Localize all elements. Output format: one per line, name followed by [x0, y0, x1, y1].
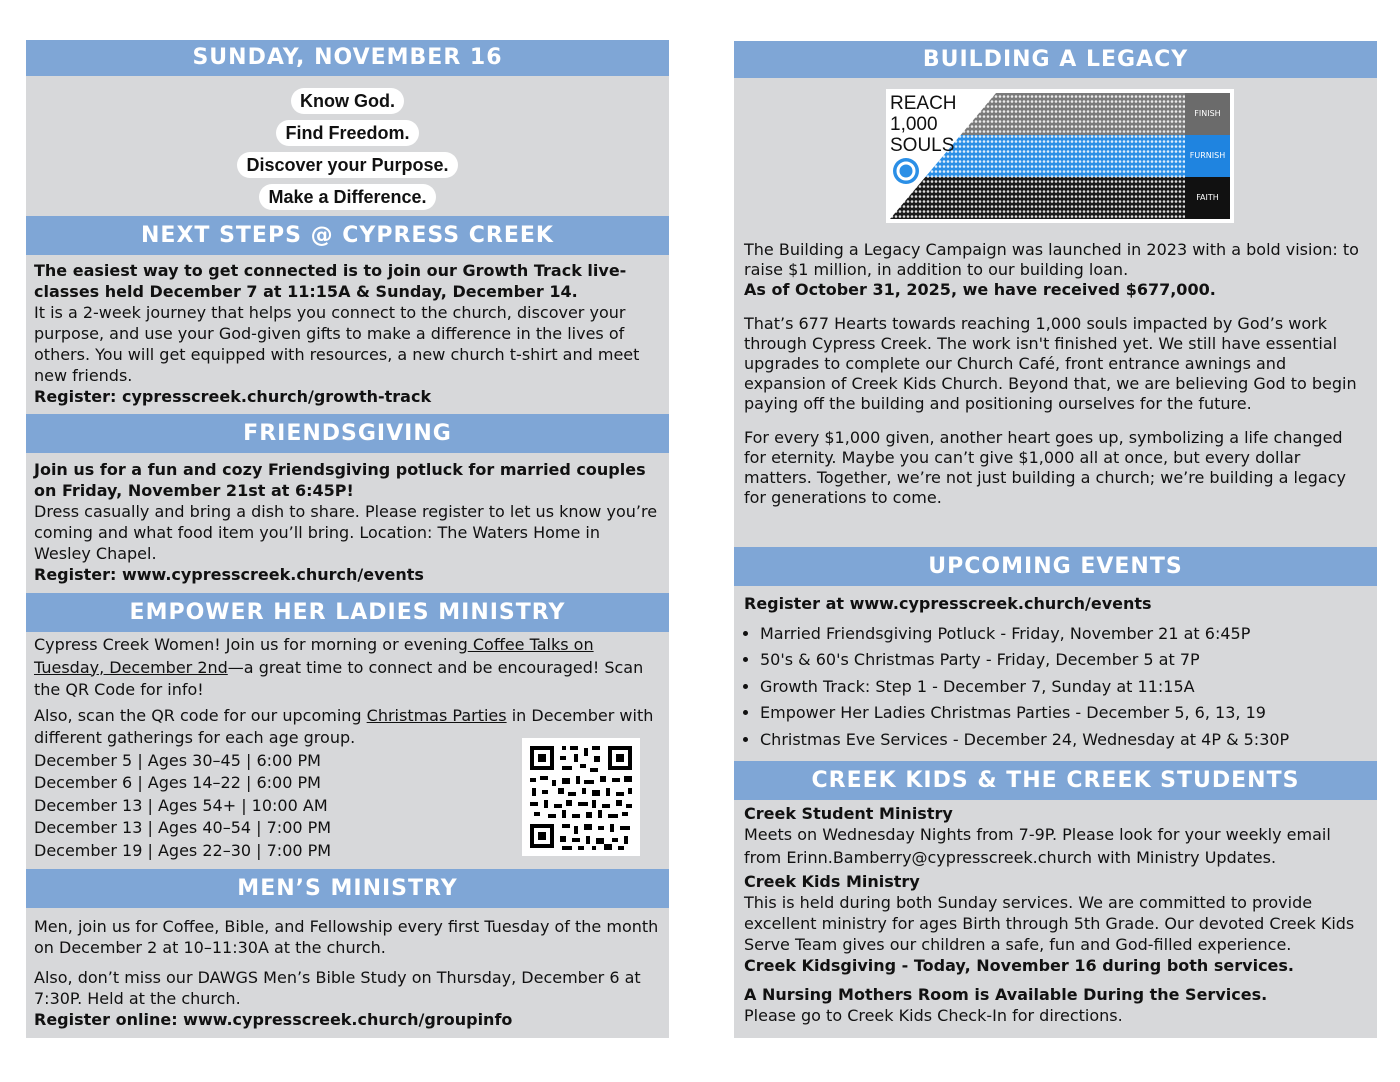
right-column — [734, 41, 1377, 1038]
legacy-hearts-text: That’s 677 Hearts towards reaching 1,000 souls impacted by God’s work through Cypress Creek. The work isn't finished yet. We still have essential upgrades to complete our Church Café, front entrance awnings and expansion of Creek Kids Church. Beyond that, we are believing God to begin paying off the building and positioning ourselves for the future. — [744, 314, 1357, 413]
friendsgiving-intro: Join us for a fun and cozy Friendsgiving potluck for married couples on Friday, November 21st at 6:45P! — [34, 460, 646, 500]
friendsgiving-header: FRIENDSGIVING — [26, 414, 669, 453]
next-steps-intro: The easiest way to get connected is to join our Growth Track live-classes held December 7 at 11:15A & Sunday, December 14. — [34, 261, 627, 301]
party-date: December 13 | Ages 40–54 | 7:00 PM — [34, 818, 332, 837]
events-register-link[interactable]: Register at www.cypresscreek.church/events — [744, 594, 1152, 613]
party-date: December 5 | Ages 30–45 | 6:00 PM — [34, 750, 321, 770]
left-column — [26, 40, 669, 1038]
nursing-room-title: A Nursing Mothers Room is Available During the Services. — [744, 985, 1268, 1004]
legacy-give-text: For every $1,000 given, another heart goes up, symbolizing a life changed for eternity. Maybe you can’t give $1,000 all at once, but every dollar matters. Together, we’re not just building a church; we’re building a legacy for generations to come. — [744, 428, 1346, 507]
qr-code-icon — [522, 738, 640, 856]
mens-coffee-text: Men, join us for Coffee, Bible, and Fellowship every first Tuesday of the month on December 2 at 10–11:30A at the church. — [34, 917, 659, 957]
event-item: • Christmas Eve Services - December 24, Wednesday at 4P & 5:30P — [760, 727, 1367, 753]
student-ministry-title: Creek Student Ministry — [744, 804, 953, 823]
friendsgiving-text: Dress casually and bring a dish to share. Please register to let us know you’re coming and what food item you’ll bring. Location: The Waters Home in Wesley Chapel. — [34, 502, 658, 563]
event-item: • 50's & 60's Christmas Party - Friday, December 5 at 7P — [760, 647, 1367, 673]
reach-title — [890, 93, 957, 156]
event-item: • Empower Her Ladies Christmas Parties - December 5, 6, 13, 19 — [760, 700, 1367, 726]
event-item: • Married Friendsgiving Potluck - Friday, November 21 at 6:45P — [760, 621, 1367, 647]
kidsgiving-text: Creek Kidsgiving - Today, November 16 during both services. — [744, 956, 1294, 975]
text: Cypress Creek Women! Join us for morning or evening — [34, 635, 468, 654]
legacy-header: BUILDING A LEGACY — [734, 41, 1377, 78]
legacy-intro: The Building a Legacy Campaign was launched in 2023 with a bold vision: to raise $1 million, in addition to our building loan. — [744, 240, 1359, 279]
legacy-amount: As of October 31, 2025, we have received $677,000. — [744, 280, 1216, 299]
text: Also, scan the QR code for our upcoming — [34, 705, 367, 725]
mission-pill: Discover your Purpose. — [237, 152, 457, 178]
growth-track-link[interactable]: Register: cypresscreek.church/growth-track — [34, 387, 432, 406]
mission-statements — [26, 88, 669, 216]
reach-line: 1,000 — [890, 114, 938, 135]
mission-pill: Find Freedom. — [276, 120, 418, 146]
finish-label: FINISH — [1194, 109, 1221, 118]
reach-line: SOULS — [890, 135, 955, 156]
mens-dawgs-text: Also, don’t miss our DAWGS Men’s Bible Study on Thursday, December 6 at 7:30P. Held at the church. — [34, 968, 641, 1008]
kids-ministry-title: Creek Kids Ministry — [744, 872, 920, 891]
mission-pill: Know God. — [291, 88, 404, 114]
empower-header: EMPOWER HER LADIES MINISTRY — [26, 593, 669, 632]
party-date: December 6 | Ages 14–22 | 6:00 PM — [34, 773, 321, 792]
faith-label: FAITH — [1196, 193, 1219, 202]
christmas-parties-link[interactable]: Christmas Parties — [366, 705, 507, 725]
event-item: • Growth Track: Step 1 - December 7, Sunday at 11:15A — [760, 674, 1367, 700]
events-header: UPCOMING EVENTS — [734, 547, 1377, 586]
groupinfo-link[interactable]: Register online: www.cypresscreek.church/groupinfo — [34, 1010, 513, 1029]
legacy-body — [744, 240, 1367, 508]
next-steps-header: NEXT STEPS @ CYPRESS CREEK — [26, 216, 669, 255]
events-register-link[interactable]: Register: www.cypresscreek.church/events — [34, 565, 424, 584]
next-steps-text: It is a 2-week journey that helps you connect to the church, discover your purpose, and use your God-given gifts to make a difference in the lives of others. You will get equipped with resources, a new church t-shirt and meet new friends. — [34, 303, 640, 385]
text: in December with different gatherings for each age group. — [34, 705, 654, 747]
kids-ministry-text: This is held during both Sunday services. We are committed to provide excellent ministry for ages Birth through 5th Grade. Our devoted Creek Kids Serve Team gives our children a safe, fun and God-filled experience. — [744, 893, 1355, 954]
mens-body — [34, 916, 659, 1030]
next-steps-body — [34, 260, 659, 407]
reach-souls-graphic — [886, 89, 1234, 223]
mens-header: MEN’S MINISTRY — [26, 869, 669, 908]
sunday-header: SUNDAY, NOVEMBER 16 — [26, 40, 669, 76]
qr-code[interactable] — [522, 738, 640, 856]
text: —a great time to connect and be encouraged! Scan the QR Code for info! — [34, 657, 644, 699]
furnish-label: FURNISH — [1189, 151, 1226, 160]
friendsgiving-body — [34, 459, 659, 585]
coffee-talks-link[interactable]: Coffee Talks on Tuesday, December 2nd — [34, 635, 594, 677]
events-body — [744, 593, 1367, 753]
reach-line: REACH — [890, 93, 957, 114]
kids-header: CREEK KIDS & THE CREEK STUDENTS — [734, 761, 1377, 800]
party-date: December 19 | Ages 22–30 | 7:00 PM — [34, 840, 332, 860]
nursing-room-text: Please go to Creek Kids Check-In for directions. — [744, 1006, 1123, 1025]
events-list — [744, 621, 1367, 753]
party-date: December 13 | Ages 54+ | 10:00 AM — [34, 795, 328, 815]
empower-coffee-text — [34, 634, 659, 702]
kids-body — [744, 803, 1371, 1026]
mission-pill: Make a Difference. — [259, 184, 435, 210]
student-ministry-text: Meets on Wednesday Nights from 7-9P. Please look for your weekly email from Erinn.Bamberry@cypresscreek.church with Ministry Updates. — [744, 825, 1331, 867]
